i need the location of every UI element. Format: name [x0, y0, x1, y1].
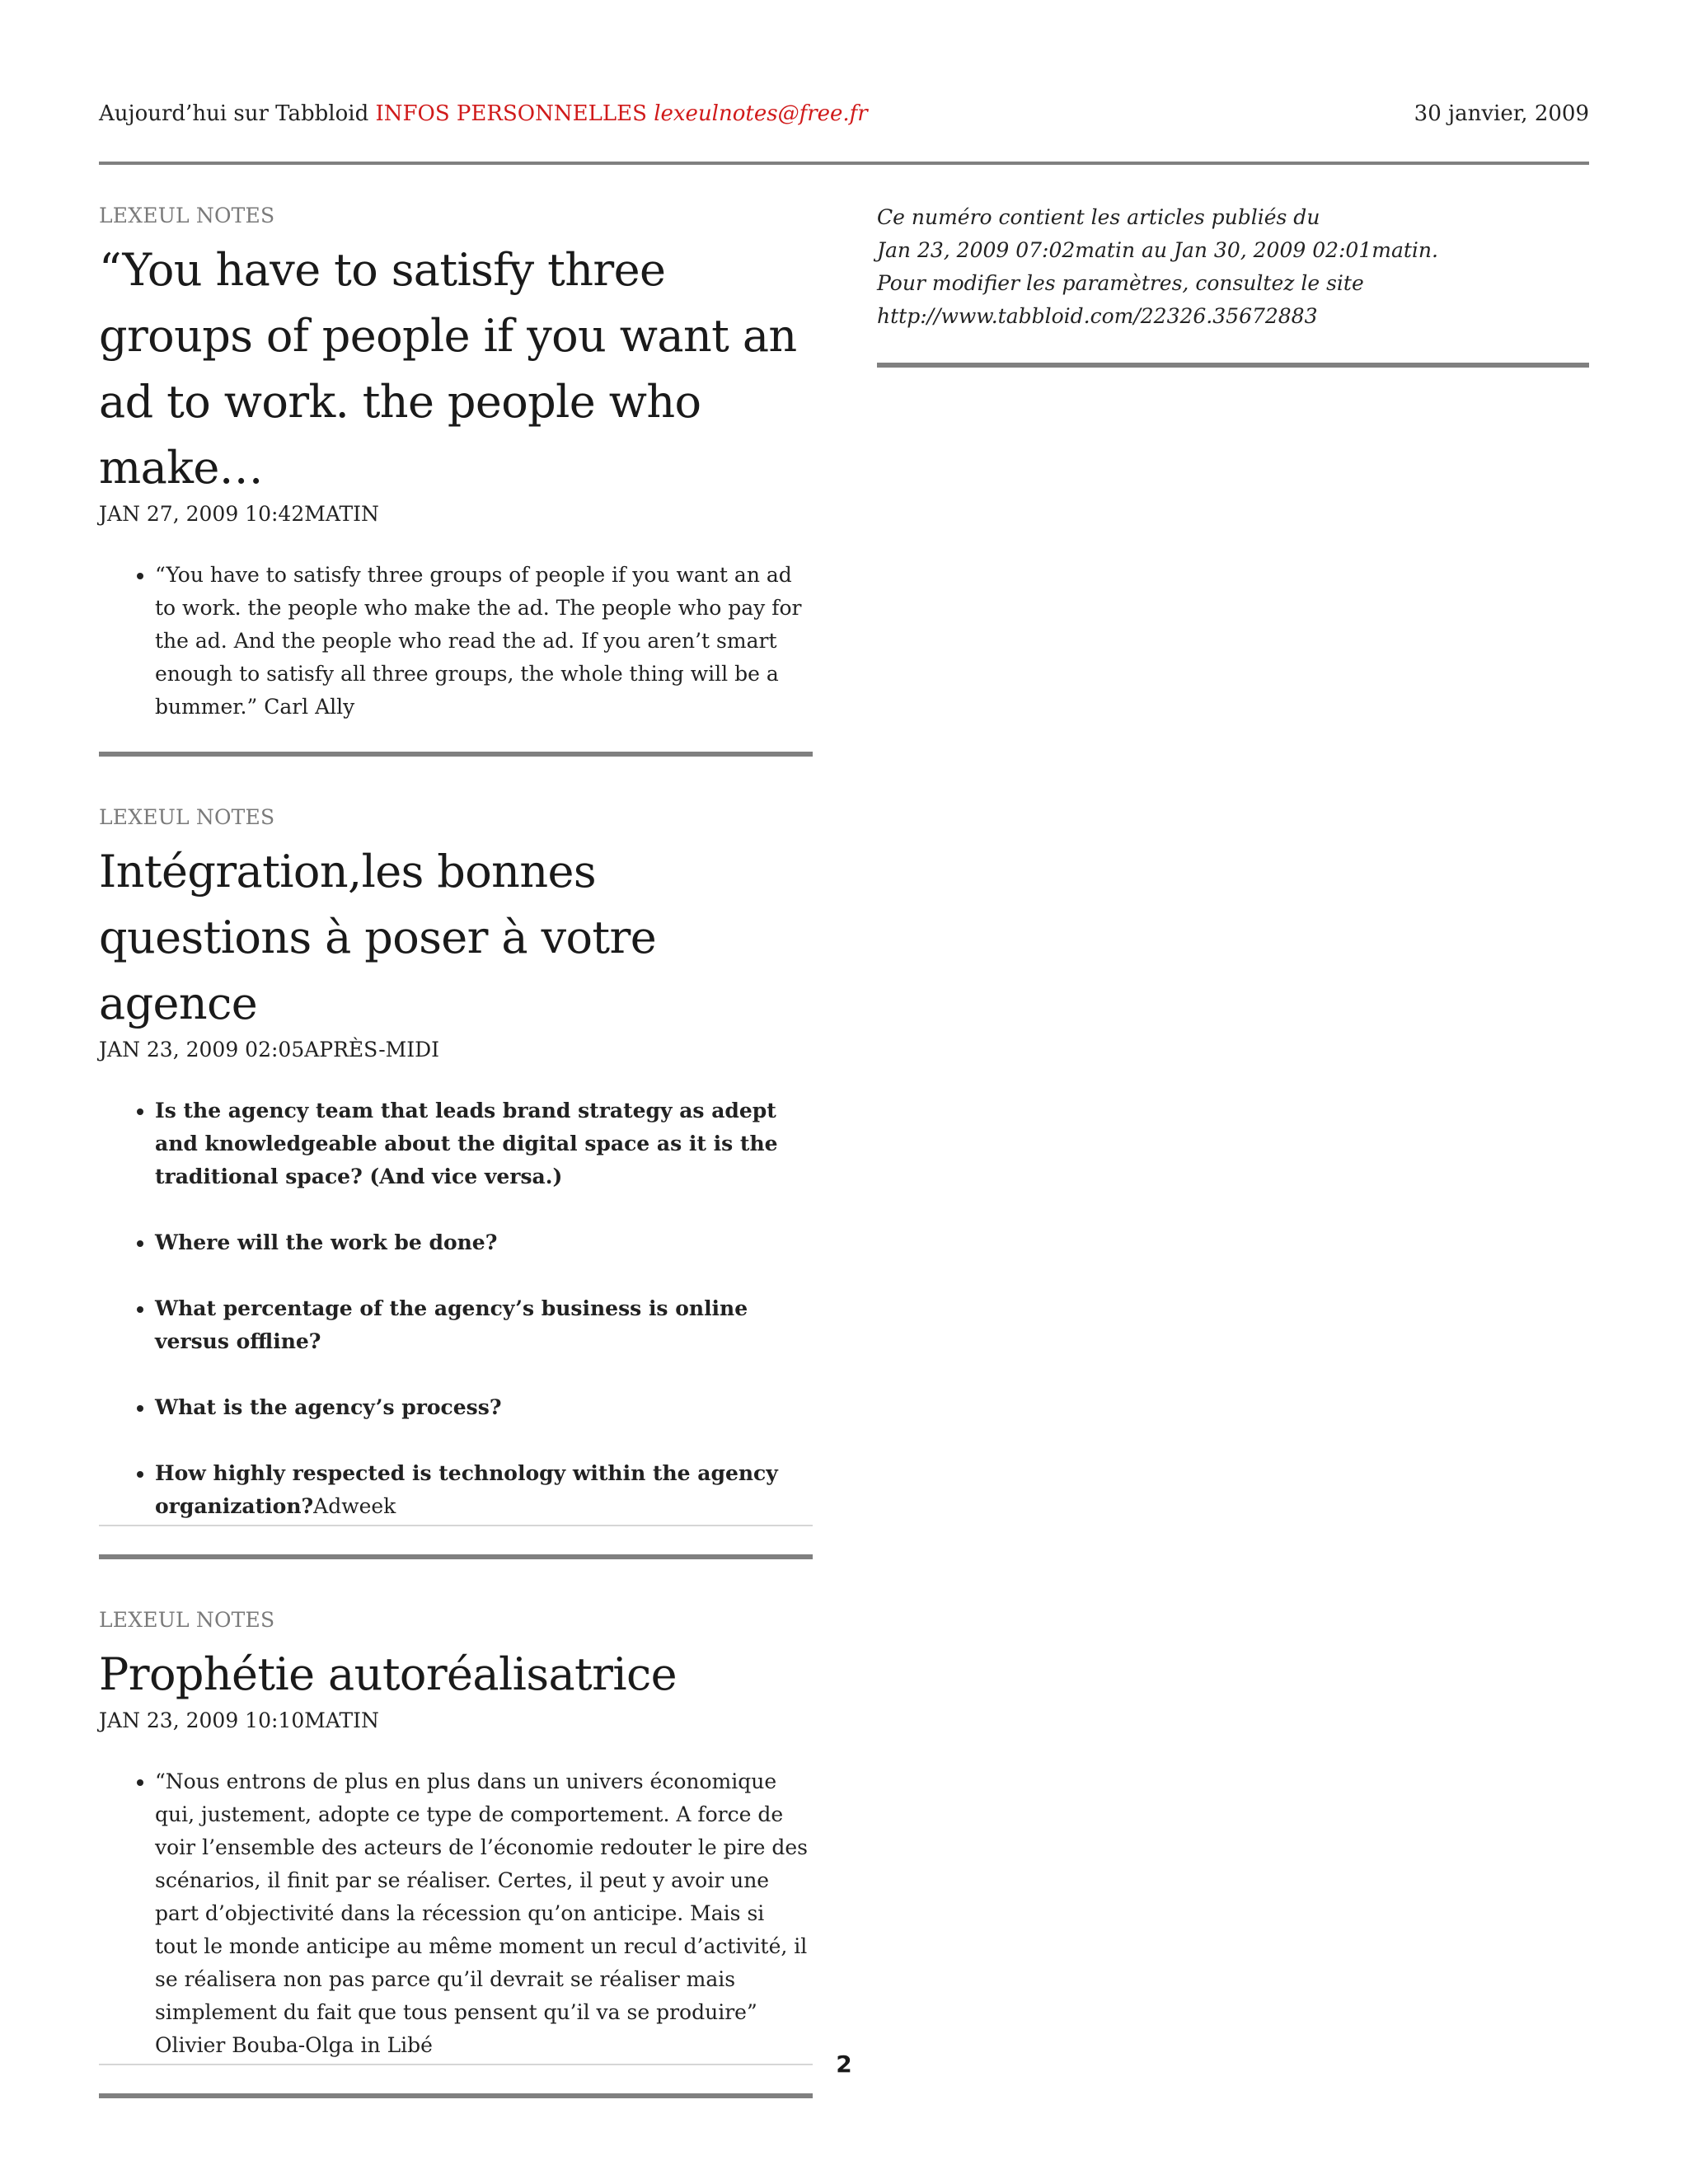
article-body	[99, 1094, 813, 1523]
header-prefix: Aujourd’hui sur Tabbloid	[99, 101, 369, 126]
list-item: • “You have to satisfy three groups of people if you want an ad to work. the people who make the ad. The people who pay for the ad. And the people who read the ad. If you aren’t smart enough to satisfy all three groups, the whole thing will be a bummer.” Carl Ally	[155, 559, 813, 724]
list-item: • What percentage of the agency’s business is online versus offline?	[155, 1292, 813, 1358]
list-item: • Where will the work be done?	[155, 1226, 813, 1259]
list-item: • What is the agency’s process?	[155, 1391, 813, 1424]
page-number: 2	[836, 2050, 852, 2078]
issue-info-line: Jan 23, 2009 07:02matin au Jan 30, 2009 02:01matin.	[877, 238, 1438, 262]
list-item: • “Nous entrons de plus en plus dans un univers économique qui, justement, adopte ce type de comportement. A force de voir l’ensemble des acteurs de l’économie redouter le pire des scénarios, il finit par se réaliser. Certes, il peut y avoir une part d’objectivité dans la récession qu’on anticipe. Mais si tout le monde anticipe au même moment un recul d’activité, il se réalisera non pas parce qu’il devrait se réaliser mais simplement du fait que tous pensent qu’il va se produire” Olivier Bouba-Olga in Libé	[155, 1765, 813, 2062]
article-divider	[99, 2093, 813, 2098]
article-date: JAN 23, 2009 02:05APRÈS-MIDI	[99, 1038, 440, 1062]
article-body	[99, 559, 813, 724]
page-header	[99, 97, 1589, 130]
article-date: JAN 23, 2009 10:10MATIN	[99, 1708, 379, 1732]
articles-column	[99, 201, 813, 2144]
article	[99, 201, 813, 757]
article-source: LEXEUL NOTES	[99, 805, 275, 829]
newsletter-page	[99, 0, 1589, 2184]
header-section-label: INFOS PERSONNELLES	[375, 101, 647, 126]
article-title[interactable]: “You have to satisfy three groups of people if you want an ad to work. the people who make…	[99, 244, 797, 494]
list-item	[155, 1457, 813, 1523]
article	[99, 1605, 813, 2098]
header-email-link[interactable]: lexeulnotes@free.fr	[654, 101, 868, 126]
article-divider	[99, 752, 813, 757]
list-item-text: How highly respected is technology within the agency organization?	[155, 1461, 778, 1518]
list-item: • Is the agency team that leads brand strategy as adept and knowledgeable about the digital space as it is the traditional space? (And vice versa.)	[155, 1094, 813, 1193]
issue-info-column	[877, 201, 1589, 368]
issue-settings-link[interactable]: http://www.tabbloid.com/22326.35672883	[877, 304, 1318, 328]
article-title[interactable]: Prophétie autoréalisatrice	[99, 1648, 678, 1700]
article-attribution: Adweek	[313, 1494, 396, 1518]
issue-info-divider	[877, 363, 1589, 368]
article-source: LEXEUL NOTES	[99, 1608, 275, 1632]
article-date: JAN 27, 2009 10:42MATIN	[99, 502, 379, 526]
header-left	[99, 97, 868, 130]
issue-info-line: Ce numéro contient les articles publiés du	[877, 205, 1320, 229]
article-end-rule	[99, 1525, 813, 1526]
article-divider	[99, 1554, 813, 1559]
article-body	[99, 1765, 813, 2062]
issue-info-line: Pour modifier les paramètres, consultez le site	[877, 271, 1364, 295]
article	[99, 803, 813, 1559]
header-date: 30 janvier, 2009	[1414, 101, 1589, 126]
issue-info	[877, 201, 1589, 333]
article-title[interactable]: Intégration,les bonnes questions à poser à votre agence	[99, 846, 657, 1029]
article-source: LEXEUL NOTES	[99, 204, 275, 227]
header-divider	[99, 162, 1589, 165]
